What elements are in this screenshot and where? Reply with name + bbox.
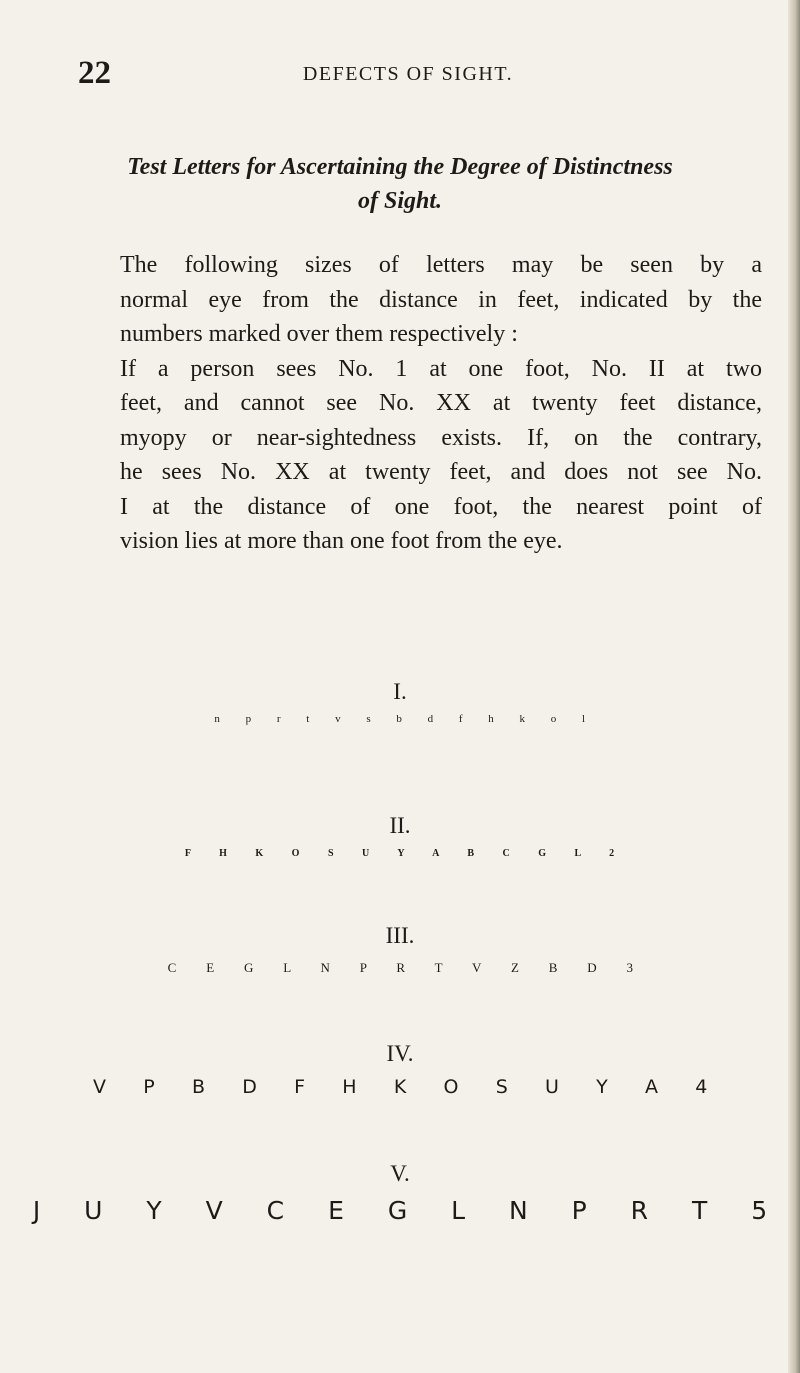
paragraph-line: vision lies at more than one foot from the eye. xyxy=(120,528,563,554)
test-row-1 xyxy=(0,678,800,725)
test-row-letters: V P B D F H K O S U Y A 4 xyxy=(93,1076,723,1098)
body-text xyxy=(82,248,762,559)
test-row-letters: J U Y V C E G L N P R T 5 xyxy=(32,1196,786,1225)
test-row-2 xyxy=(0,812,800,859)
paragraph-line: If a person sees No. 1 at one foot, No. II at two xyxy=(120,355,762,382)
paragraph-line: feet, and cannot see No. XX at twenty feet distance, xyxy=(120,390,762,416)
section-title-line-1: Test Letters for Ascertaining the Degree of Distinctness xyxy=(127,154,673,180)
test-row-numeral: II. xyxy=(389,813,411,838)
test-row-numeral: IV. xyxy=(386,1041,414,1066)
running-head: DEFECTS OF SIGHT. xyxy=(302,63,514,85)
paragraph-line: myopy or near-sightedness exists. If, on the contrary, xyxy=(120,424,762,451)
test-row-numeral: I. xyxy=(393,679,407,704)
section-title-line-2: of Sight. xyxy=(357,188,443,214)
paragraph-line: he sees No. XX at twenty feet, and does not see No. xyxy=(120,459,762,485)
test-row-3 xyxy=(0,922,800,974)
section-title xyxy=(80,150,720,218)
page-number: 22 xyxy=(78,55,111,91)
test-row-5 xyxy=(0,1160,800,1223)
paragraph-line: numbers marked over them respectively : xyxy=(120,321,518,347)
paragraph-intro xyxy=(82,248,762,352)
test-row-letters: C E G L N P R T V Z B D 3 xyxy=(167,960,647,975)
test-row-numeral: III. xyxy=(385,923,415,948)
test-row-numeral: V. xyxy=(390,1161,410,1186)
page-header xyxy=(78,55,738,95)
paragraph-line: normal eye from the distance in feet, indicated by the xyxy=(120,286,762,313)
test-row-letters: n p r t v s b d f h k o l xyxy=(214,713,597,725)
paragraph-line: The following sizes of letters may be seen by a xyxy=(120,252,762,278)
paragraph-line: I at the distance of one foot, the nearest point of xyxy=(120,493,762,520)
paragraph-instructions xyxy=(82,352,762,559)
test-row-letters: F H K O S U Y A B C G L 2 xyxy=(184,848,628,859)
test-row-4 xyxy=(0,1040,800,1097)
